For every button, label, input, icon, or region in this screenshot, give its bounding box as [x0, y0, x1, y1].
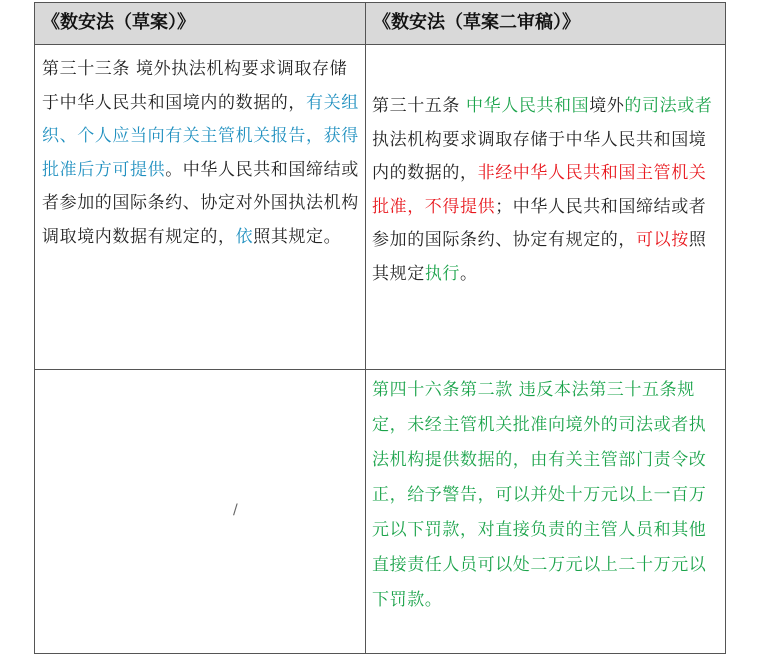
header-draft: 《数安法（草案）》 [34, 2, 365, 44]
text-segment: 执法机构要求调取存储于中华人民共和国境内的数据的， [372, 129, 707, 183]
text-segment: ；中华人民共和国缔结或者参加的国际条约、协定有规定的， [372, 196, 707, 250]
highlight-blue: 依 [235, 226, 254, 247]
table-border-right [725, 2, 726, 654]
column-divider [365, 2, 366, 654]
table-border-left [34, 2, 35, 654]
header-draft-second-review: 《数安法（草案二审稿）》 [365, 2, 726, 44]
table-border-top [34, 2, 726, 3]
row-divider [34, 369, 726, 370]
text-segment: 照其规定 [372, 230, 707, 284]
empty-cell-slash: / [233, 502, 238, 518]
draft-article-33 [42, 53, 360, 254]
table-border-bottom [34, 653, 726, 654]
highlight-red: 非经中华人民共和国主管机关批准，不得提供 [372, 163, 707, 217]
text-segment: 境外 [589, 96, 625, 116]
second-review-article-46: 第四十六条第二款 违反本法第三十五条规定，未经主管机关批准向境外的司法或者执法机构提供数据的，由有关主管部门责令改正，给予警告，可以并处十万元以上一百万元以下罚款，对直接负责的主管人员和其他直接责任人员可以处二万元以上二十万元以下罚款。 [372, 380, 707, 610]
text-segment: 第三十五条 [372, 96, 467, 116]
text-segment: 第三十三条 境外执法机构要求调取存储于中华人民共和国境内的数据的， [42, 59, 348, 113]
header-divider [34, 44, 726, 45]
highlight-green: 的司法或者 [624, 96, 713, 116]
highlight-red: 可以按 [636, 230, 689, 250]
highlight-green: 执行 [424, 263, 461, 284]
highlight-green: 中华人民共和国 [466, 96, 590, 116]
text-segment: 照其规定。 [253, 226, 342, 247]
text-segment: 。中华人民共和国缔结或者参加的国际条约、协定对外国执法机构调取境内数据有规定的， [42, 159, 359, 247]
text-segment: 。 [460, 263, 478, 284]
highlight-blue: 有关组织、个人应当向有关主管机关报告，获得批准后方可提供 [42, 92, 359, 180]
second-review-article-35 [372, 90, 722, 291]
comparison-table [34, 2, 726, 654]
